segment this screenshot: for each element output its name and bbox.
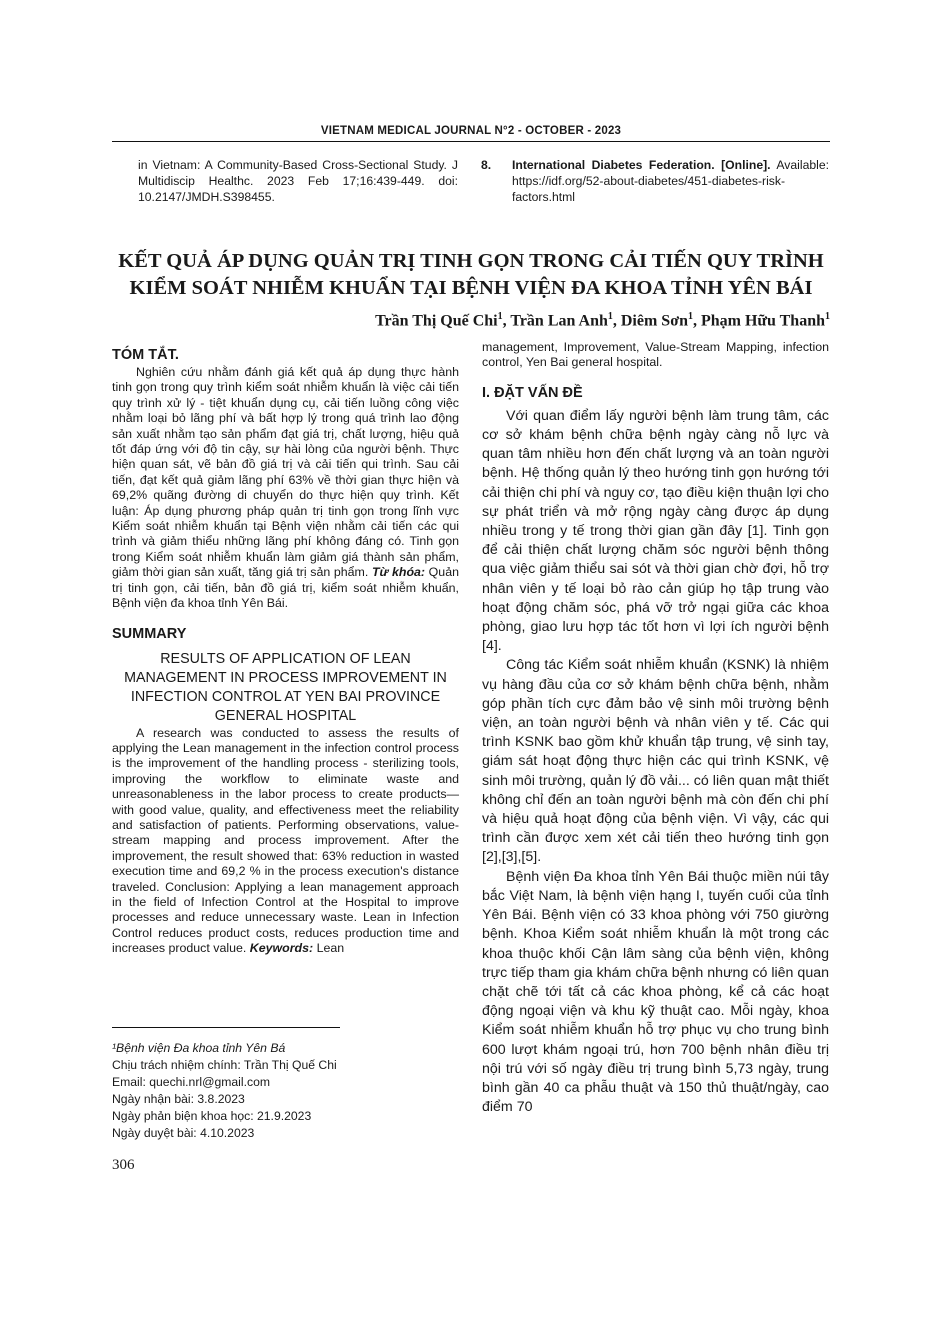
article-title-line-1: KẾT QUẢ ÁP DỤNG QUẢN TRỊ TINH GỌN TRONG CẢI TIẾN QUY TRÌNH: [118, 250, 824, 272]
footnotes: [112, 1040, 459, 1142]
author-name: Diêm Sơn: [620, 312, 688, 330]
keywords-en-start: Lean: [316, 941, 345, 956]
keywords-vi: Quản trị tinh gọn, cải tiến, bản đồ giá trị, kiểm soát nhiễm khuẩn, Bệnh viện đa khoa tỉnh Yên Bái.: [112, 565, 459, 611]
right-column: [482, 340, 829, 1117]
summary-title-en: RESULTS OF APPLICATION OF LEAN MANAGEMENT IN PROCESS IMPROVEMENT IN INFECTION CONTROL AT YEN BAI PROVINCE GENERAL HOSPITAL: [124, 650, 447, 724]
keywords-label-en: Keywords:: [249, 941, 314, 956]
reference-title: International Diabetes Federation. [Online].: [512, 158, 771, 172]
intro-paragraph: Bệnh viện Đa khoa tỉnh Yên Bái thuộc miền núi tây bắc Việt Nam, là bệnh viện hạng I, tuyến cuối của tỉnh Yên Bái. Bệnh viện có 33 khoa phòng với 750 giường bệnh. Khoa Kiểm soát nhiễm khuẩn là một trong các khoa thuộc khối Cận lâm sàng của bệnh viện, không trực tiếp tham gia khám chữa bệnh nhưng có liên quan chặt chẽ tới tất cả các khoa phòng, kể cả các hoạt động ngoại viện và khu kỹ thuật cao. Mỗi ngày, khoa Kiểm soát nhiễm khuẩn hỗ trợ phục vụ cho trung bình 600 lượt khám ngoại trú, hơn 700 bệnh nhân điều trị nội trú với số ngày điều trị trung bình 5,73 ngày, trung bình gần 40 ca phẫu thuật và 150 thủ thuật/ngày, cao điểm 70: [482, 868, 829, 1116]
footnote-line: Ngày duyệt bài: 4.10.2023: [112, 1126, 255, 1140]
footnote-line: Ngày phản biện khoa học: 21.9.2023: [112, 1109, 312, 1123]
author-name: Trần Thị Quế Chi: [375, 312, 498, 330]
affiliation-footnote: ¹Bệnh viện Đa khoa tỉnh Yên Bá: [112, 1041, 286, 1055]
reference-number: 8.: [481, 158, 492, 172]
author-list: Trần Thị Quế Chi$^1$, Trần Lan Anh$^1$, Diêm Sơn$^1$, Phạm Hữu Thanh$^1$: [375, 311, 830, 330]
reference-8: [482, 157, 829, 205]
header-rule: [112, 141, 830, 142]
article-title-line-2: KIỂM SOÁT NHIỄM KHUẨN TẠI BỆNH VIỆN ĐA KHOA TỈNH YÊN BÁI: [129, 277, 813, 299]
article-title: [112, 248, 830, 302]
left-column: [112, 345, 459, 957]
reference-continuation: in Vietnam: A Community-Based Cross-Sectional Study. J Multidiscip Healthc. 2023 Feb 17;16:439-449. doi: 10.2147/JMDH.S398455.: [138, 158, 458, 204]
footnote-line: Email: quechi.nrl@gmail.com: [112, 1075, 270, 1089]
section-heading-introduction: I. ĐẶT VẤN ĐỀ: [482, 384, 583, 401]
running-header: VIETNAM MEDICAL JOURNAL N°2 - OCTOBER - 2023: [320, 125, 622, 137]
summary-body-en: [112, 726, 459, 957]
intro-paragraph: Với quan điểm lấy người bệnh làm trung tâm, các cơ sở khám bệnh chữa bệnh ngày càng nỗ lực và quan tâm nhiều hơn đến chất lượng và an toàn người bệnh. Hệ thống quản lý theo hướng tinh gọn hướng tới cải thiện chi phí và nguy cơ, tạo điều kiện thuận lợi cho sự phát triển và mở rộng ngày càng được áp dụng nhiều trong y tế trong thời gian gần đây [1]. Tinh gọn để cải thiện chất lượng chăm sóc người bệnh thông qua việc giảm thiểu sai sót và thời gian chờ đợi, hỗ trợ nhân viên y tế loại bỏ rào cản giúp họ tập trung vào hoạt động chăm sóc, phá vỡ trở ngại giữa các khoa phòng, giao lưu hợp tác tốt hơn vì lợi ích người bệnh [4].: [482, 407, 829, 655]
reference-link: Available: https://idf.org/52-about-diabetes/451-diabetes-risk-factors.html: [512, 158, 829, 204]
author-name: Phạm Hữu Thanh: [700, 312, 825, 330]
author-affil-sup: 1: [497, 311, 503, 322]
summary-heading: SUMMARY: [112, 625, 187, 642]
author-affil-sup: 1: [825, 311, 830, 322]
abstract-body-vi: [112, 365, 459, 612]
author-name: Trần Lan Anh: [510, 312, 608, 330]
author-affil-sup: 1: [607, 311, 613, 322]
abstract-heading-vi: TÓM TẮT.: [112, 347, 179, 363]
footnote-line: Chịu trách nhiệm chính: Trần Thị Quế Chi: [112, 1058, 337, 1072]
keywords-en-continuation: management, Improvement, Value-Stream Mapping, infection control, Yen Bai general hospital.: [482, 340, 829, 370]
intro-paragraph: Công tác Kiểm soát nhiễm khuẩn (KSNK) là nhiệm vụ hàng đầu của cơ sở khám bệnh chữa bệnh, nhằm góp phần tích cực đảm bảo vệ sinh môi trường bệnh viện, an toàn người bệnh và nhân viên y tế. Các qui trình KSNK bao gồm khử khuẩn tập trung, vệ sinh tay, giám sát hoạt động thực hiện các qui trình KSNK, vệ sinh môi trường, quản lý đồ vải... có liên quan mật thiết không chỉ đến an toàn người bệnh mà còn đến chi phí và hiệu quả hoạt động của bệnh viện. Vì vậy, các qui trình cần được xem xét cải tiến theo hướng tinh gọn [2],[3],[5].: [482, 657, 829, 866]
abstract-text-vi: Nghiên cứu nhằm đánh giá kết quả áp dụng thực hành tinh gọn trong quy trình kiểm soát nhiễm khuẩn là việc cải tiến quy trình xử lý - tiệt khuẩn dụng cụ, cải tiến luồng công việc nhằm loại bỏ lãng phí và bất hợp lý trong quá trình lao động sản xuất nhằm tạo sản phẩm đạt giá trị, chất lượng, hiệu quả tốt đáp ứng với độ tin cậy, sự hài lòng của người bệnh. Thực hiện quan sát, vẽ bản đồ giá trị và cải tiến qui trình. Sau cải tiến, đạt kết quả giảm lãng phí 63% về thời gian thực hiện và 69,2% quãng đường di chuyển do thực hiện quy trình. Kết luận: Áp dụng phương pháp quản trị tinh gọn trong lĩnh vực Kiểm soát nhiễm khuẩn tại Bệnh viện nhằm cải tiến các qui trình và giảm thiểu những lãng phí không đáng có. Tinh gọn trong Kiểm soát nhiễm khuẩn làm giảm giá thành sản phẩm, giảm thời gian sản xuất, tăng giá trị sản phẩm.: [112, 365, 459, 580]
keywords-label-vi: Từ khóa:: [371, 565, 426, 580]
author-affil-sup: 1: [687, 311, 693, 322]
footnote-rule: [112, 1027, 340, 1028]
page-number: 306: [112, 1157, 135, 1173]
summary-text-en: A research was conducted to assess the results of applying the Lean management in the infection control process is the improvement of the handling process - sterilizing tools, improving the workflow to eliminate waste and unreasonableness in the labor process to create products—with good value, quality, and effectiveness meet the reliability and satisfaction of patients. Performing observations, value-stream mapping and process improvement. After the improvement, the result showed that: 63% reduction in wasted execution time and 69,2 % in the process execution's distance traveled. Conclusion: Applying a lean management approach in the field of Infection Control at the Hospital to improve processes and reduce unnecessary waste. Lean in Infection Control reduces product costs, reduces production time and increases product value.: [112, 725, 459, 956]
footnote-line: Ngày nhận bài: 3.8.2023: [112, 1092, 245, 1106]
